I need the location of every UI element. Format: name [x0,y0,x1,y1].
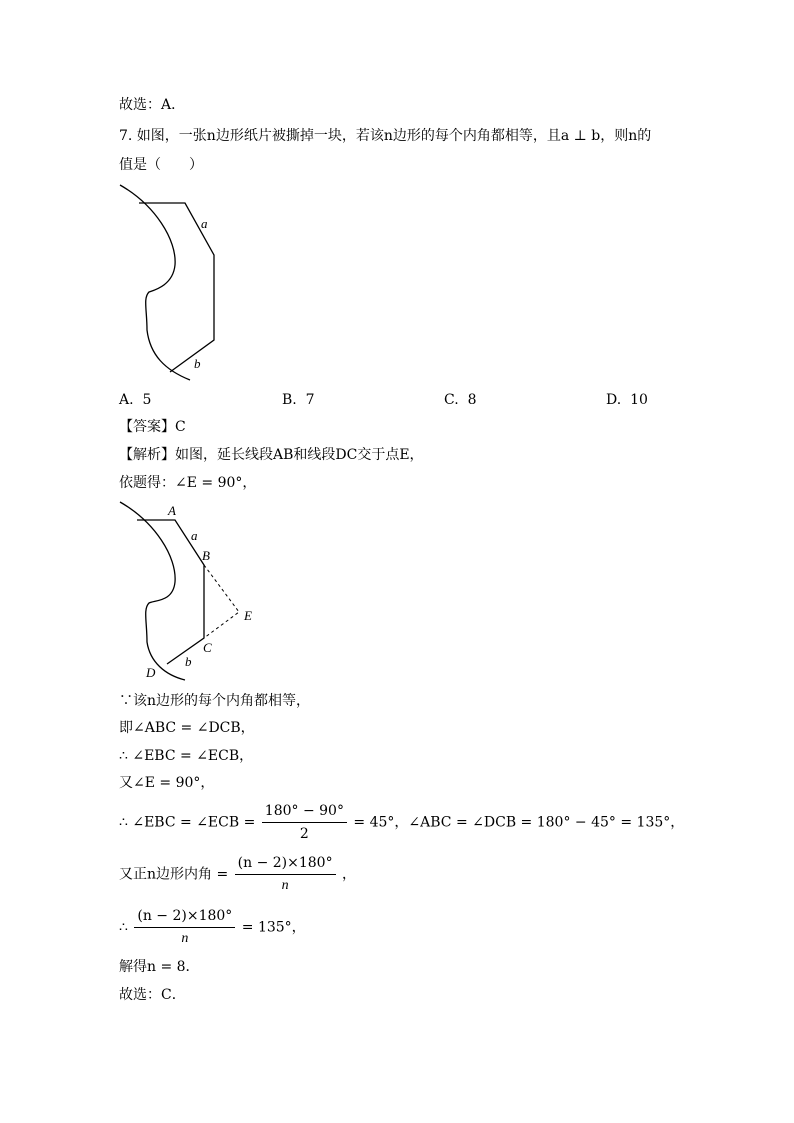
label-E: E [244,608,252,623]
torn-edge [120,185,190,380]
analysis-step-3: ∴ ∠EBC = ∠ECB， [119,748,254,764]
fraction-interior-angle: $\frac{(n - 2)\times 180^\circ}{n}$ [235,853,336,896]
torn-polygon-figure [115,180,225,385]
label-a: a [191,528,198,543]
answer-text: 【答案】C [119,419,186,435]
label-B: B [202,548,210,563]
question-line-2: 值是（ ） [119,157,203,173]
fraction-angle: $\frac{180^\circ - 90^\circ}{2}$ [262,801,347,844]
option-b[interactable]: B. 7 [282,392,315,408]
label-C: C [203,640,212,655]
analysis-line-2: 依题得：∠E = 90°， [119,475,257,491]
analysis-conclusion: 故选：C． [119,987,186,1003]
option-d[interactable]: D. 10 [606,392,648,408]
analysis-step-1: ∵该n边形的每个内角都相等， [119,693,311,709]
analysis-step-2: 即∠ABC = ∠DCB， [119,720,255,736]
label-D: D [146,665,156,680]
label-b: b [185,654,192,669]
extended-polygon-figure [115,497,265,687]
analysis-line-1: 【解析】如图，延长线段AB和线段DC交于点E， [119,447,424,463]
analysis-step-5: ∴ ∠EBC = ∠ECB = $\frac{180^\circ - 90^\circ}{2}$ = 45°，∠ABC = ∠DCB = 180° − 45° = 135°， [119,803,685,842]
fraction-equation: $\frac{(n - 2)\times 180^\circ}{n}$ [134,906,235,949]
torn-edge [120,502,185,680]
label-A: A [168,503,176,518]
extension-lines [204,565,239,638]
option-a[interactable]: A. 5 [119,392,152,408]
analysis-step-6: 又正n边形内角 = $\frac{(n - 2)\times 180^\circ}{n}$ ， [119,853,356,896]
label-a: a [201,216,208,231]
label-b: b [194,356,201,371]
analysis-step-7: ∴ $\frac{(n - 2)\times 180^\circ}{n}$ = 135°， [119,906,306,949]
analysis-step-4: 又∠E = 90°， [119,775,215,791]
question-line-1: 7. 如图，一张n边形纸片被撕掉一块，若该n边形的每个内角都相等，且a ⊥ b，则n的 [119,128,652,144]
analysis-step-8: 解得n = 8． [119,959,200,975]
previous-answer-text: 故选：A． [119,97,186,113]
option-c[interactable]: C. 8 [444,392,477,408]
